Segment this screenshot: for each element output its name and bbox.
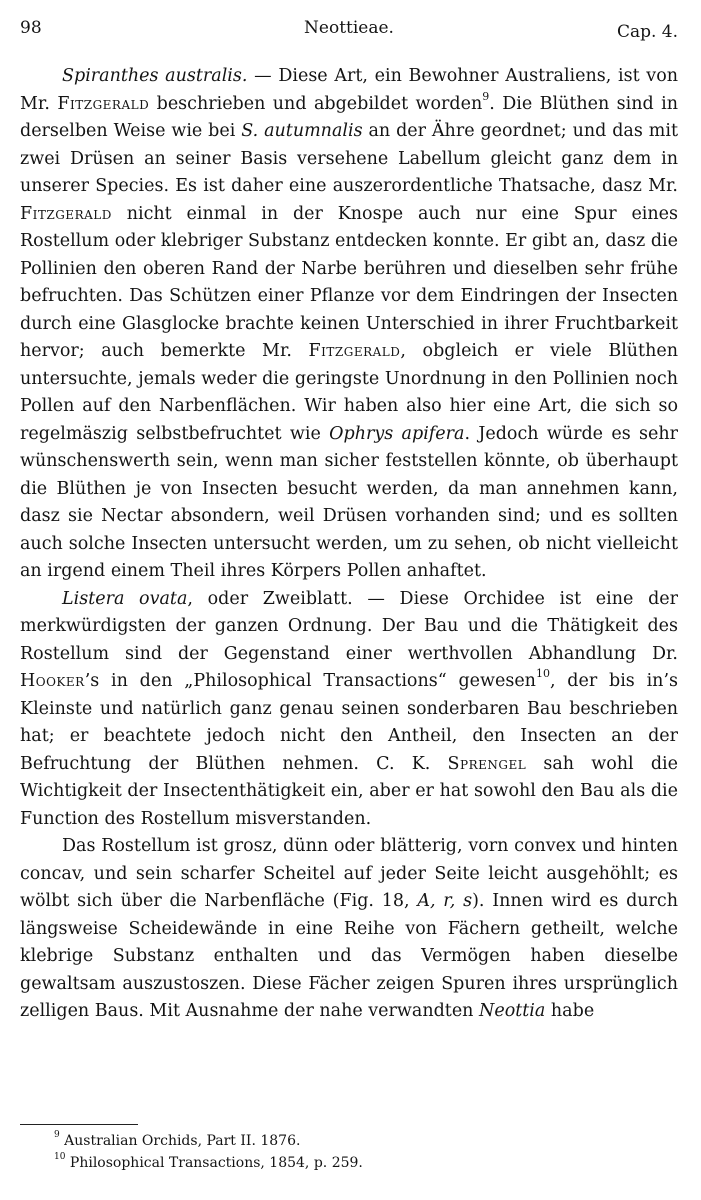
species-name: Ophrys apifera	[329, 423, 465, 444]
author-name: Fitzgerald	[308, 341, 401, 361]
species-name: Listera ovata	[62, 588, 188, 609]
genus-name: Neottia	[479, 1001, 546, 1021]
text-run: , der bis in’s Kleinste und natürlich ganz genau seinen sonderbaren Bau beschrieben hat; er beachtete jedoch nicht den Antheil, den Insecten an der Befruchtung der Blüthen nehmen. C. K.	[20, 671, 678, 774]
footnotes	[54, 1130, 674, 1174]
text-run: ’s in den „Philosophical Transactions“ gewesen	[84, 671, 536, 691]
footnote-text: Philosophical Transactions, 1854, p. 259.	[65, 1155, 363, 1171]
author-name: Sprengel	[447, 753, 527, 774]
page-number: 98	[20, 18, 42, 38]
text-run: — Diese Art, ein Bewohner Australiens, ist von Mr.	[20, 66, 678, 114]
footnote-mark: 9	[54, 1130, 60, 1141]
footnote-text: Australian Orchids, Part II. 1876.	[59, 1133, 301, 1149]
footnote-ref[interactable]: 9	[482, 89, 490, 103]
author-name: Hooker	[20, 671, 85, 691]
paragraph-spiranthes	[20, 63, 678, 586]
footnote-10	[54, 1152, 674, 1174]
footnote-9	[54, 1130, 674, 1152]
running-header	[20, 18, 678, 46]
text-run: habe	[545, 1001, 595, 1021]
text-run: , oder Zweiblatt. — Diese Orchidee ist eine der merkwürdigsten der ganzen Ordnung. Der Bau und die Thätigkeit des Rostellum sind der Gegenstand einer werthvollen Abhandlung Dr.	[20, 588, 678, 664]
paragraph-listera	[20, 586, 678, 834]
text-run: nicht einmal in der Knospe auch nur eine Spur eines Rostellum oder klebriger Substanz entdecken konnte. Er gibt an, dasz die Pollinien den oberen Rand der Narbe berühren und dieselben sehr frühe befruchten. Das Schützen einer Pflanze vor dem Eindringen der Insecten durch eine Glasglocke brachte keinen Unterschied in ihrer Fruchtbarkeit hervor; auch bemerkte Mr.	[20, 203, 678, 361]
text-run: , obgleich er viele Blüthen untersuchte, jemals weder die geringste Unordnung in den Pollinien noch Pollen auf den Narbenflächen. Wir haben also hier eine Art, die sich so regelmäszig selbstbefruchtet wie	[20, 341, 678, 444]
footnote-divider	[20, 1124, 138, 1125]
species-name: Spiranthes australis.	[62, 66, 248, 86]
chapter-label: Cap. 4.	[616, 22, 678, 42]
footnote-ref[interactable]: 10	[535, 667, 550, 681]
footnote-mark: 10	[54, 1152, 66, 1163]
text-run: Das Rostellum ist grosz, dünn oder blätterig, vorn convex und hinten concav, und sein scharfer Scheitel auf jeder Seite leicht ausgehöhlt; es wölbt sich über die Narbenfläche (Fig. 18,	[20, 836, 678, 911]
text-run: ). Innen wird es durch längsweise Scheidewände in eine Reihe von Fächern getheilt, welche klebrige Substanz enthalten und das Vermögen haben dieselbe gewaltsam auszustoszen. Diese Fächer zeigen Spuren ihres ursprünglich zelligen Baus. Mit Ausnahme der nahe verwandten	[20, 891, 678, 1021]
text-run: . Jedoch würde es sehr wünschenswerth sein, wenn man sicher feststellen könnte, ob überhaupt die Blüthen je von Insecten besucht werden, da man annehmen kann, dasz sie Nectar absondern, weil Drüsen vorhanden sind; und es sollten auch solche Insecten untersucht werden, um zu sehen, ob nicht vielleicht an irgend einem Theil ihres Körpers Pollen anhaftet.	[20, 423, 679, 581]
page-body	[20, 63, 678, 1026]
running-title: Neottieae.	[304, 18, 394, 38]
text-run: sah wohl die Wichtigkeit der Insectenthätigkeit ein, aber er hat sowohl den Bau als die Function des Rostellum misverstanden.	[20, 753, 678, 829]
author-name: Fitzgerald	[20, 203, 112, 224]
text-run: an der Ähre geordnet; und das mit zwei Drüsen an seiner Basis versehene Labellum gleicht ganz dem in unserer Species. Es ist daher eine auszerordentliche Thatsache, dasz Mr.	[20, 121, 678, 196]
text-run: beschrieben und abgebildet worden	[149, 93, 483, 114]
text-run: . Die Blüthen sind in derselben Weise wie bei	[20, 93, 678, 141]
species-name: S. autumnalis	[241, 121, 363, 141]
paragraph-rostellum	[20, 833, 678, 1026]
author-name: Fitzgerald	[57, 93, 150, 114]
figure-labels: A, r, s	[417, 891, 473, 911]
